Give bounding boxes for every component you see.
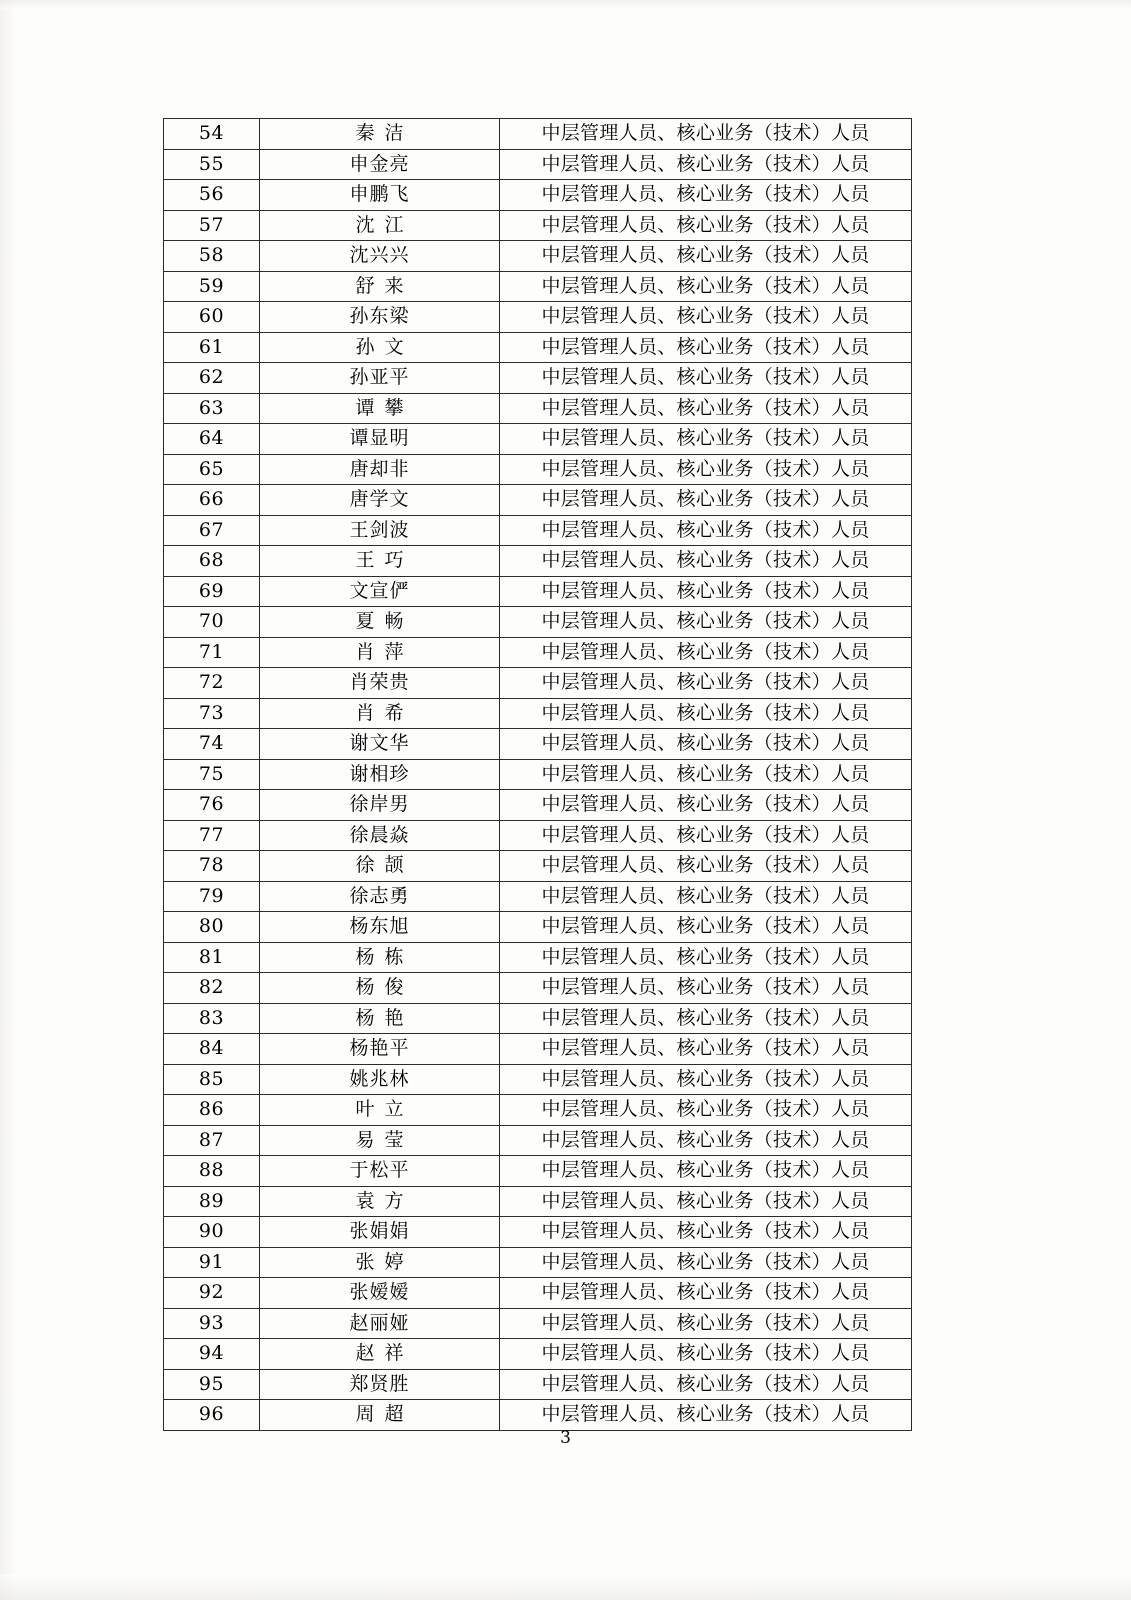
row-index-cell: 87 [164, 1125, 260, 1156]
table-row [164, 729, 912, 760]
table-row [164, 973, 912, 1004]
person-name-cell: 徐岸男 [260, 790, 500, 821]
page-number: 3 [560, 1428, 571, 1448]
table-row [164, 576, 912, 607]
category-cell: 中层管理人员、核心业务（技术）人员 [500, 210, 912, 241]
category-cell: 中层管理人员、核心业务（技术）人员 [500, 790, 912, 821]
table-row [164, 912, 912, 943]
row-index-cell: 86 [164, 1095, 260, 1126]
table-row [164, 607, 912, 638]
row-index-cell: 58 [164, 241, 260, 272]
category-cell: 中层管理人员、核心业务（技术）人员 [500, 729, 912, 760]
person-name-cell: 文宣俨 [260, 576, 500, 607]
table-row [164, 485, 912, 516]
table-row [164, 210, 912, 241]
category-cell: 中层管理人员、核心业务（技术）人员 [500, 1308, 912, 1339]
person-name-cell [260, 1339, 500, 1370]
table-row [164, 759, 912, 790]
category-cell: 中层管理人员、核心业务（技术）人员 [500, 1125, 912, 1156]
name-spaced: 赵祥 [355, 1342, 414, 1364]
category-cell: 中层管理人员、核心业务（技术）人员 [500, 851, 912, 882]
category-cell: 中层管理人员、核心业务（技术）人员 [500, 302, 912, 333]
person-name-cell [260, 393, 500, 424]
row-index-cell: 69 [164, 576, 260, 607]
name-spaced: 肖萍 [355, 640, 414, 663]
category-cell: 中层管理人员、核心业务（技术）人员 [500, 1186, 912, 1217]
table-row [164, 302, 912, 333]
table-row [164, 1034, 912, 1065]
row-index-cell: 60 [164, 302, 260, 333]
table-row [164, 1217, 912, 1248]
row-index-cell: 79 [164, 881, 260, 912]
name-spaced: 杨栋 [355, 945, 414, 968]
category-cell: 中层管理人员、核心业务（技术）人员 [500, 1247, 912, 1278]
category-cell: 中层管理人员、核心业务（技术）人员 [500, 1156, 912, 1187]
name-spaced: 周超 [355, 1403, 414, 1425]
category-cell: 中层管理人员、核心业务（技术）人员 [500, 119, 912, 150]
person-name-cell: 张娟娟 [260, 1217, 500, 1248]
person-name-cell: 谭显明 [260, 424, 500, 455]
row-index-cell: 65 [164, 454, 260, 485]
table-row [164, 515, 912, 546]
table-row [164, 942, 912, 973]
person-name-cell [260, 942, 500, 973]
row-index-cell: 64 [164, 424, 260, 455]
category-cell: 中层管理人员、核心业务（技术）人员 [500, 759, 912, 790]
category-cell: 中层管理人员、核心业务（技术）人员 [500, 180, 912, 211]
person-name-cell [260, 1125, 500, 1156]
name-spaced: 沈江 [355, 213, 414, 236]
table-row [164, 393, 912, 424]
person-name-cell: 谢文华 [260, 729, 500, 760]
row-index-cell: 81 [164, 942, 260, 973]
roster-table-container [163, 118, 911, 1431]
row-index-cell: 93 [164, 1308, 260, 1339]
row-index-cell: 66 [164, 485, 260, 516]
table-row [164, 424, 912, 455]
row-index-cell: 82 [164, 973, 260, 1004]
person-name-cell [260, 332, 500, 363]
category-cell: 中层管理人员、核心业务（技术）人员 [500, 1339, 912, 1370]
category-cell: 中层管理人员、核心业务（技术）人员 [500, 973, 912, 1004]
table-row [164, 332, 912, 363]
person-name-cell [260, 271, 500, 302]
name-spaced: 杨俊 [355, 976, 414, 998]
category-cell: 中层管理人员、核心业务（技术）人员 [500, 363, 912, 394]
person-name-cell: 唐学文 [260, 485, 500, 516]
person-name-cell [260, 637, 500, 668]
category-cell: 中层管理人员、核心业务（技术）人员 [500, 1278, 912, 1309]
person-name-cell [260, 119, 500, 150]
row-index-cell: 63 [164, 393, 260, 424]
person-name-cell: 姚兆林 [260, 1064, 500, 1095]
table-row [164, 180, 912, 211]
row-index-cell: 95 [164, 1369, 260, 1400]
row-index-cell: 70 [164, 607, 260, 638]
person-name-cell [260, 1247, 500, 1278]
person-name-cell: 郑贤胜 [260, 1369, 500, 1400]
name-spaced: 徐颉 [355, 854, 414, 876]
category-cell: 中层管理人员、核心业务（技术）人员 [500, 881, 912, 912]
table-row [164, 1247, 912, 1278]
row-index-cell: 56 [164, 180, 260, 211]
table-row [164, 454, 912, 485]
table-row [164, 698, 912, 729]
table-row [164, 851, 912, 882]
name-spaced: 夏畅 [355, 610, 414, 632]
person-name-cell: 孙东梁 [260, 302, 500, 333]
category-cell: 中层管理人员、核心业务（技术）人员 [500, 332, 912, 363]
table-row [164, 637, 912, 668]
table-row [164, 1369, 912, 1400]
row-index-cell: 91 [164, 1247, 260, 1278]
table-row [164, 1064, 912, 1095]
table-row [164, 1186, 912, 1217]
row-index-cell: 57 [164, 210, 260, 241]
category-cell: 中层管理人员、核心业务（技术）人员 [500, 1217, 912, 1248]
row-index-cell: 90 [164, 1217, 260, 1248]
person-name-cell [260, 973, 500, 1004]
category-cell: 中层管理人员、核心业务（技术）人员 [500, 1095, 912, 1126]
person-name-cell: 肖荣贵 [260, 668, 500, 699]
table-row [164, 1125, 912, 1156]
row-index-cell: 94 [164, 1339, 260, 1370]
row-index-cell: 89 [164, 1186, 260, 1217]
person-name-cell [260, 210, 500, 241]
person-name-cell: 赵丽娅 [260, 1308, 500, 1339]
table-row [164, 271, 912, 302]
category-cell: 中层管理人员、核心业务（技术）人员 [500, 546, 912, 577]
person-name-cell [260, 1400, 500, 1431]
table-row [164, 119, 912, 150]
name-spaced: 张婷 [355, 1250, 414, 1273]
table-row [164, 363, 912, 394]
row-index-cell: 59 [164, 271, 260, 302]
name-spaced: 王巧 [355, 549, 414, 571]
name-spaced: 谭攀 [355, 396, 414, 419]
row-index-cell: 73 [164, 698, 260, 729]
category-cell: 中层管理人员、核心业务（技术）人员 [500, 149, 912, 180]
category-cell: 中层管理人员、核心业务（技术）人员 [500, 1034, 912, 1065]
person-name-cell: 张嫒嫒 [260, 1278, 500, 1309]
person-name-cell [260, 851, 500, 882]
person-name-cell [260, 1003, 500, 1034]
category-cell: 中层管理人员、核心业务（技术）人员 [500, 637, 912, 668]
person-name-cell [260, 607, 500, 638]
category-cell: 中层管理人员、核心业务（技术）人员 [500, 576, 912, 607]
name-spaced: 叶立 [355, 1098, 414, 1120]
category-cell: 中层管理人员、核心业务（技术）人员 [500, 912, 912, 943]
category-cell: 中层管理人员、核心业务（技术）人员 [500, 424, 912, 455]
category-cell: 中层管理人员、核心业务（技术）人员 [500, 515, 912, 546]
person-name-cell: 徐晨焱 [260, 820, 500, 851]
name-spaced: 易莹 [355, 1128, 414, 1151]
category-cell: 中层管理人员、核心业务（技术）人员 [500, 241, 912, 272]
person-name-cell [260, 546, 500, 577]
name-spaced: 秦洁 [355, 122, 414, 144]
row-index-cell: 72 [164, 668, 260, 699]
row-index-cell: 54 [164, 119, 260, 150]
table-row [164, 1339, 912, 1370]
category-cell: 中层管理人员、核心业务（技术）人员 [500, 271, 912, 302]
row-index-cell: 77 [164, 820, 260, 851]
row-index-cell: 78 [164, 851, 260, 882]
category-cell: 中层管理人员、核心业务（技术）人员 [500, 1369, 912, 1400]
person-name-cell: 孙亚平 [260, 363, 500, 394]
table-row [164, 790, 912, 821]
name-spaced: 肖希 [355, 701, 414, 724]
row-index-cell: 83 [164, 1003, 260, 1034]
scan-edge-bottom [0, 1574, 1131, 1600]
person-name-cell [260, 1186, 500, 1217]
person-name-cell: 于松平 [260, 1156, 500, 1187]
person-name-cell: 沈兴兴 [260, 241, 500, 272]
row-index-cell: 61 [164, 332, 260, 363]
category-cell: 中层管理人员、核心业务（技术）人员 [500, 820, 912, 851]
category-cell: 中层管理人员、核心业务（技术）人员 [500, 485, 912, 516]
table-row [164, 241, 912, 272]
row-index-cell: 96 [164, 1400, 260, 1431]
category-cell: 中层管理人员、核心业务（技术）人员 [500, 454, 912, 485]
name-spaced: 杨艳 [355, 1006, 414, 1029]
row-index-cell: 68 [164, 546, 260, 577]
person-name-cell: 王剑波 [260, 515, 500, 546]
category-cell: 中层管理人员、核心业务（技术）人员 [500, 1400, 912, 1431]
row-index-cell: 74 [164, 729, 260, 760]
table-row [164, 1400, 912, 1431]
row-index-cell: 55 [164, 149, 260, 180]
table-row [164, 668, 912, 699]
name-spaced: 孙文 [355, 335, 414, 358]
person-name-cell: 杨东旭 [260, 912, 500, 943]
category-cell: 中层管理人员、核心业务（技术）人员 [500, 393, 912, 424]
table-row [164, 149, 912, 180]
scan-edge-left [0, 0, 18, 1600]
person-name-cell: 申金亮 [260, 149, 500, 180]
row-index-cell: 84 [164, 1034, 260, 1065]
category-cell: 中层管理人员、核心业务（技术）人员 [500, 1064, 912, 1095]
table-row [164, 1308, 912, 1339]
table-row [164, 1095, 912, 1126]
table-row [164, 1003, 912, 1034]
name-spaced: 袁方 [355, 1189, 414, 1212]
category-cell: 中层管理人员、核心业务（技术）人员 [500, 942, 912, 973]
category-cell: 中层管理人员、核心业务（技术）人员 [500, 1003, 912, 1034]
table-row [164, 1156, 912, 1187]
row-index-cell: 76 [164, 790, 260, 821]
row-index-cell: 71 [164, 637, 260, 668]
category-cell: 中层管理人员、核心业务（技术）人员 [500, 698, 912, 729]
category-cell: 中层管理人员、核心业务（技术）人员 [500, 668, 912, 699]
person-name-cell: 杨艳平 [260, 1034, 500, 1065]
person-name-cell: 唐却非 [260, 454, 500, 485]
row-index-cell: 80 [164, 912, 260, 943]
name-spaced: 舒来 [355, 274, 414, 297]
row-index-cell: 67 [164, 515, 260, 546]
table-row [164, 820, 912, 851]
roster-table [163, 118, 912, 1431]
scan-edge-top [0, 0, 1131, 10]
row-index-cell: 85 [164, 1064, 260, 1095]
person-name-cell: 申鹏飞 [260, 180, 500, 211]
person-name-cell [260, 1095, 500, 1126]
row-index-cell: 75 [164, 759, 260, 790]
category-cell: 中层管理人员、核心业务（技术）人员 [500, 607, 912, 638]
row-index-cell: 92 [164, 1278, 260, 1309]
table-row [164, 881, 912, 912]
person-name-cell: 谢相珍 [260, 759, 500, 790]
row-index-cell: 62 [164, 363, 260, 394]
row-index-cell: 88 [164, 1156, 260, 1187]
person-name-cell: 徐志勇 [260, 881, 500, 912]
person-name-cell [260, 698, 500, 729]
table-row [164, 546, 912, 577]
table-row [164, 1278, 912, 1309]
